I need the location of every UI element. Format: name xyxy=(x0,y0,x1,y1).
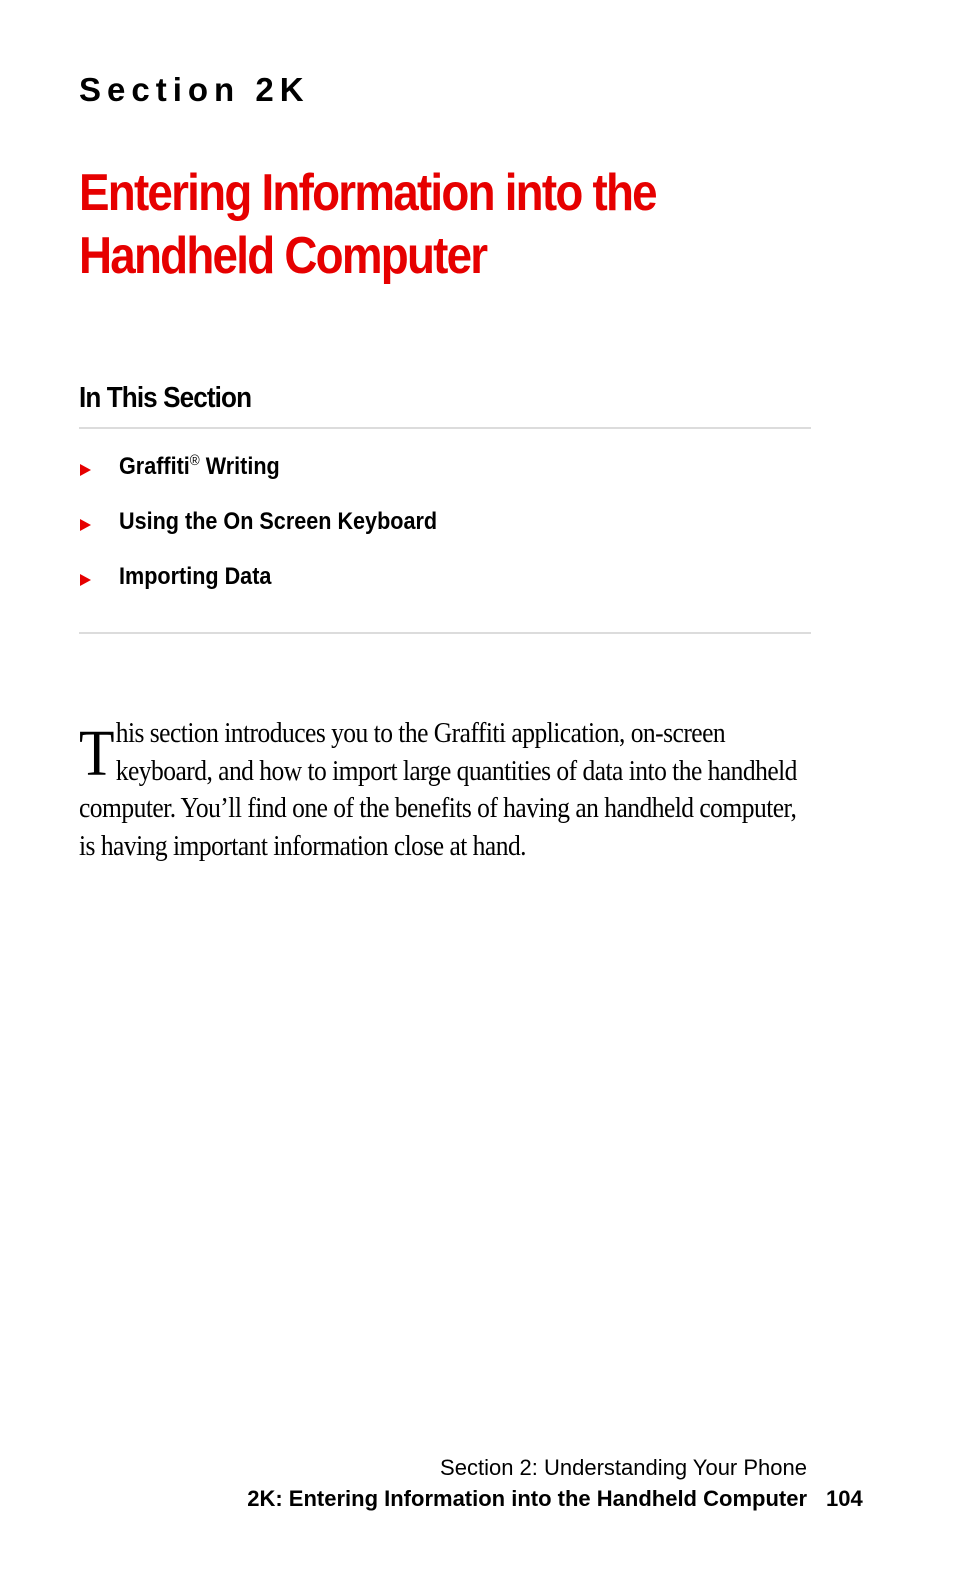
triangle-right-icon xyxy=(80,464,91,476)
triangle-right-icon xyxy=(80,519,91,531)
section-divider-bottom xyxy=(79,632,811,634)
toc-item-label-suffix: Writing xyxy=(199,453,280,480)
registered-mark: ® xyxy=(189,452,200,469)
in-this-section-heading: In This Section xyxy=(79,382,252,414)
intro-line-1: his section introduces you to the Graffiti application, on-screen xyxy=(115,717,726,749)
section-label: Section 2K xyxy=(79,71,310,108)
triangle-right-icon xyxy=(80,574,91,586)
page-title-line-1: Entering Information into the xyxy=(79,164,656,222)
page-title xyxy=(79,162,748,288)
page-number: 104 xyxy=(826,1486,863,1511)
footer-chapter: Section 2: Understanding Your Phone xyxy=(440,1455,807,1480)
toc-item-label[interactable]: Using the On Screen Keyboard xyxy=(119,508,438,535)
toc-item-label-main: Graffiti xyxy=(119,453,190,480)
intro-line-2: keyboard, and how to import large quantities of data into the handheld xyxy=(115,754,797,787)
drop-cap: T xyxy=(79,717,114,790)
intro-paragraph xyxy=(79,715,809,865)
intro-line-3: computer. You’ll find one of the benefits of having an handheld computer, xyxy=(79,792,797,824)
section-divider-top xyxy=(79,427,811,429)
toc-item-label[interactable] xyxy=(119,452,280,482)
page-title-line-2: Handheld Computer xyxy=(79,227,487,285)
toc-item-label[interactable]: Importing Data xyxy=(119,563,272,590)
footer-section-title: 2K: Entering Information into the Handheld Computer xyxy=(247,1486,807,1511)
intro-line-4: is having important information close at hand. xyxy=(79,829,527,862)
